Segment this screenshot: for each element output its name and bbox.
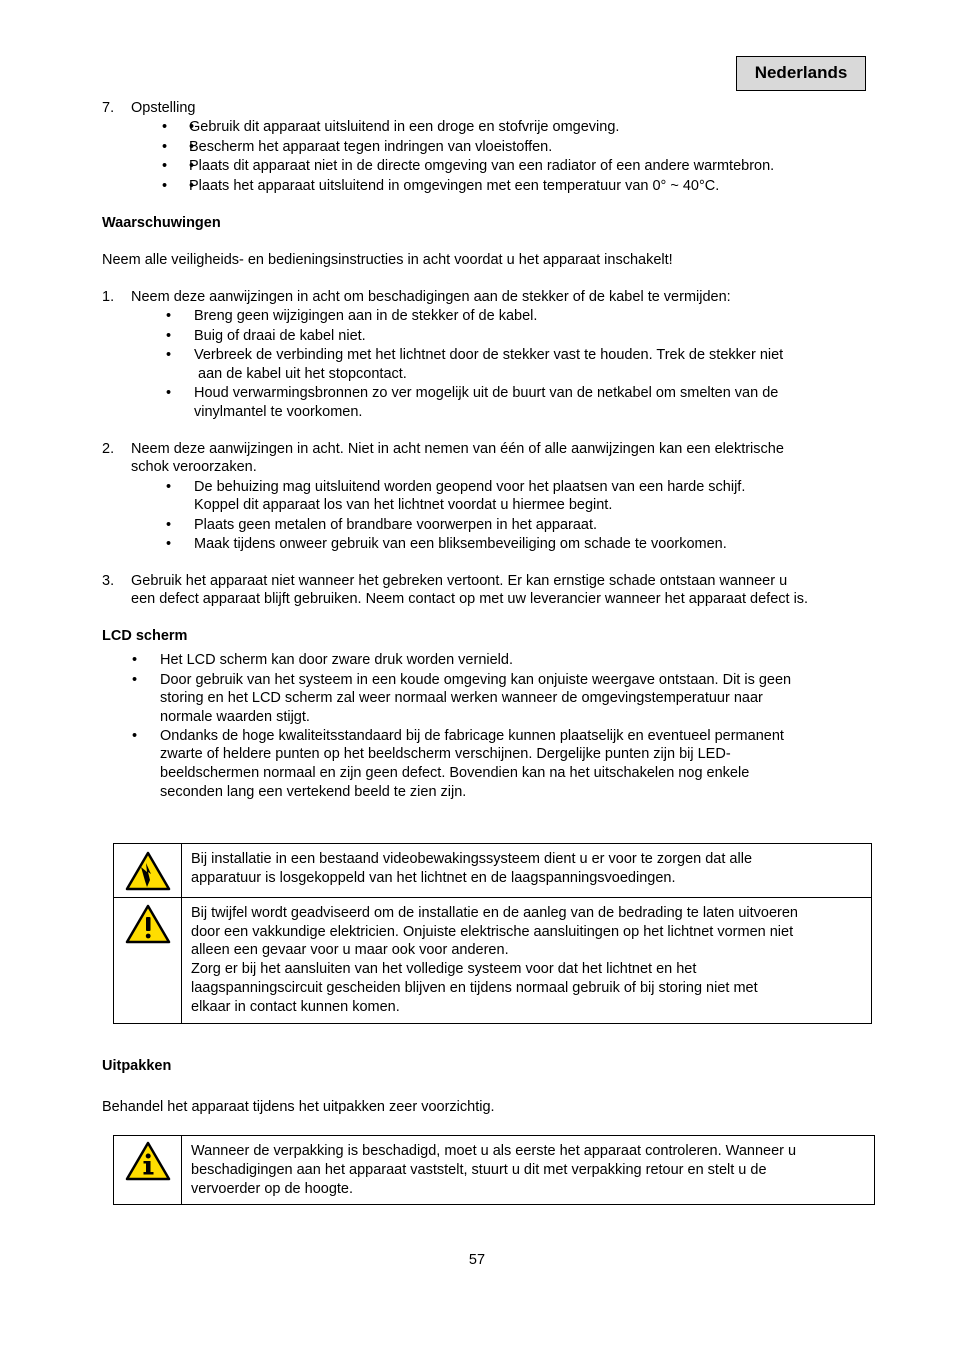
info-notice-table — [113, 1135, 875, 1205]
lightning-warning-icon — [125, 851, 171, 891]
list-item-continuation: seconden lang een vertekend beeld te zien zijn. — [160, 784, 467, 800]
section-7-title: Opstelling — [131, 100, 196, 116]
list-item: Verbreek de verbinding met het lichtnet door de stekker vast te houden. Trek de stekker niet — [194, 347, 784, 363]
info-icon — [125, 1141, 171, 1181]
section-1-text: Neem deze aanwijzingen in acht om beschadigingen aan de stekker of de kabel te vermijden: — [131, 289, 731, 305]
section-2-line2: schok veroorzaken. — [131, 459, 257, 475]
table-row — [114, 1136, 875, 1205]
language-tab: Nederlands — [736, 56, 866, 91]
bullet: • — [132, 652, 138, 668]
bullet: • — [166, 347, 172, 363]
safety-notice-table — [113, 843, 872, 1024]
list-item: Buig of draai de kabel niet. — [194, 328, 366, 344]
warning-notice-text: Bij twijfel wordt geadviseerd om de installatie en de aanleg van de bedrading te laten uitvoeren door een vakkundige elektricien. Onjuiste elektrische aansluitingen op het lichtnet vormen niet alleen een gevaar voor u maar ook voor anderen. Zorg er bij het aansluiten van het volledige systeem voor dat het lichtnet en het laagspanningscircuit gescheiden blijven en tijdens normaal gebruik of bij storing niet met elkaar in contact kunnen komen. — [182, 897, 872, 1023]
list-item: Plaats geen metalen of brandbare voorwerpen in het apparaat. — [194, 517, 598, 533]
list-item: Ondanks de hoge kwaliteitsstandaard bij de fabricage kunnen plaatselijk en eventueel permanent — [160, 728, 784, 744]
section-3-number: 3. — [102, 573, 115, 589]
table-row — [114, 897, 872, 1023]
section-3-line1: Gebruik het apparaat niet wanneer het gebreken vertoont. Er kan ernstige schade ontstaan wanneer u — [131, 573, 788, 589]
list-item: Maak tijdens onweer gebruik van een bliksembeveiliging om schade te voorkomen. — [194, 536, 727, 552]
page-number: 57 — [468, 1252, 486, 1268]
lightning-cell — [114, 844, 182, 898]
info-notice-text: Wanneer de verpakking is beschadigd, moet u als eerste het apparaat controleren. Wanneer u beschadigingen aan het apparaat vaststelt, stuurt u dit met verpakking retour en stelt u de vervoerder op de hoogte. — [182, 1136, 875, 1205]
bullet: • — [166, 385, 172, 401]
info-cell — [114, 1136, 182, 1205]
list-item: • • Bescherm het apparaat tegen indringen van vloeistoffen. — [189, 138, 774, 158]
section-1-number: 1. — [102, 289, 115, 305]
bullet: • — [166, 328, 172, 344]
section-7-number: 7. — [102, 100, 115, 116]
table-row — [114, 844, 872, 898]
list-item: Breng geen wijzigingen aan in de stekker of de kabel. — [194, 308, 538, 324]
list-item-continuation: aan de kabel uit het stopcontact. — [194, 366, 407, 382]
opstelling-list — [162, 118, 775, 196]
heading-waarschuwingen: Waarschuwingen — [102, 215, 221, 231]
bullet: • — [166, 479, 172, 495]
list-item-continuation: zwarte of heldere punten op het beeldscherm verschijnen. Dergelijke punten zijn bij LED- — [160, 746, 731, 762]
section-2-number: 2. — [102, 441, 115, 457]
list-item: De behuizing mag uitsluitend worden geopend voor het plaatsen van een harde schijf. — [194, 479, 746, 495]
heading-uitpakken: Uitpakken — [102, 1058, 172, 1074]
warning-cell — [114, 897, 182, 1023]
bullet: • — [132, 728, 138, 744]
uitpakken-text: Behandel het apparaat tijdens het uitpakken zeer voorzichtig. — [102, 1099, 495, 1115]
list-item-continuation: storing en het LCD scherm zal weer normaal werken wanneer de omgevingstemperatuur naar — [160, 690, 763, 706]
list-item: Door gebruik van het systeem in een koude omgeving kan onjuiste weergave ontstaan. Dit is geen — [160, 672, 792, 688]
list-item: • • Plaats het apparaat uitsluitend in omgevingen met een temperatuur van 0° ~ 40°C. — [189, 177, 774, 197]
heading-lcd-scherm: LCD scherm — [102, 628, 188, 644]
bullet: • — [166, 517, 172, 533]
waarschuwingen-intro: Neem alle veiligheids- en bedieningsinstructies in acht voordat u het apparaat inschakelt! — [102, 252, 673, 268]
list-item: • • Gebruik dit apparaat uitsluitend in een droge en stofvrije omgeving. — [189, 118, 774, 138]
bullet: • — [166, 536, 172, 552]
lightning-notice-text: Bij installatie in een bestaand videobewakingssysteem dient u er voor te zorgen dat alle apparatuur is losgekoppeld van het lichtnet en de laagspanningsvoedingen. — [182, 844, 872, 898]
list-item: Houd verwarmingsbronnen zo ver mogelijk uit de buurt van de netkabel om smelten van de — [194, 385, 779, 401]
section-2-line1: Neem deze aanwijzingen in acht. Niet in acht nemen van één of alle aanwijzingen kan een elektrische — [131, 441, 784, 457]
list-item-continuation: vinylmantel te voorkomen. — [194, 404, 363, 420]
list-item: Het LCD scherm kan door zware druk worden vernield. — [160, 652, 513, 668]
section-3-line2: een defect apparaat blijft gebruiken. Neem contact op met uw leverancier wanneer het apparaat defect is. — [131, 591, 809, 607]
bullet: • — [132, 672, 138, 688]
list-item-continuation: normale waarden stijgt. — [160, 709, 310, 725]
list-item: • • Plaats dit apparaat niet in de directe omgeving van een radiator of een andere warmtebron. — [189, 157, 774, 177]
exclamation-warning-icon — [125, 904, 171, 944]
list-item-continuation: beeldschermen normaal en zijn geen defect. Bovendien kan na het uitschakelen nog enkele — [160, 765, 750, 781]
bullet: • — [166, 308, 172, 324]
list-item-continuation: Koppel dit apparaat los van het lichtnet voordat u hiermee begint. — [194, 497, 613, 513]
